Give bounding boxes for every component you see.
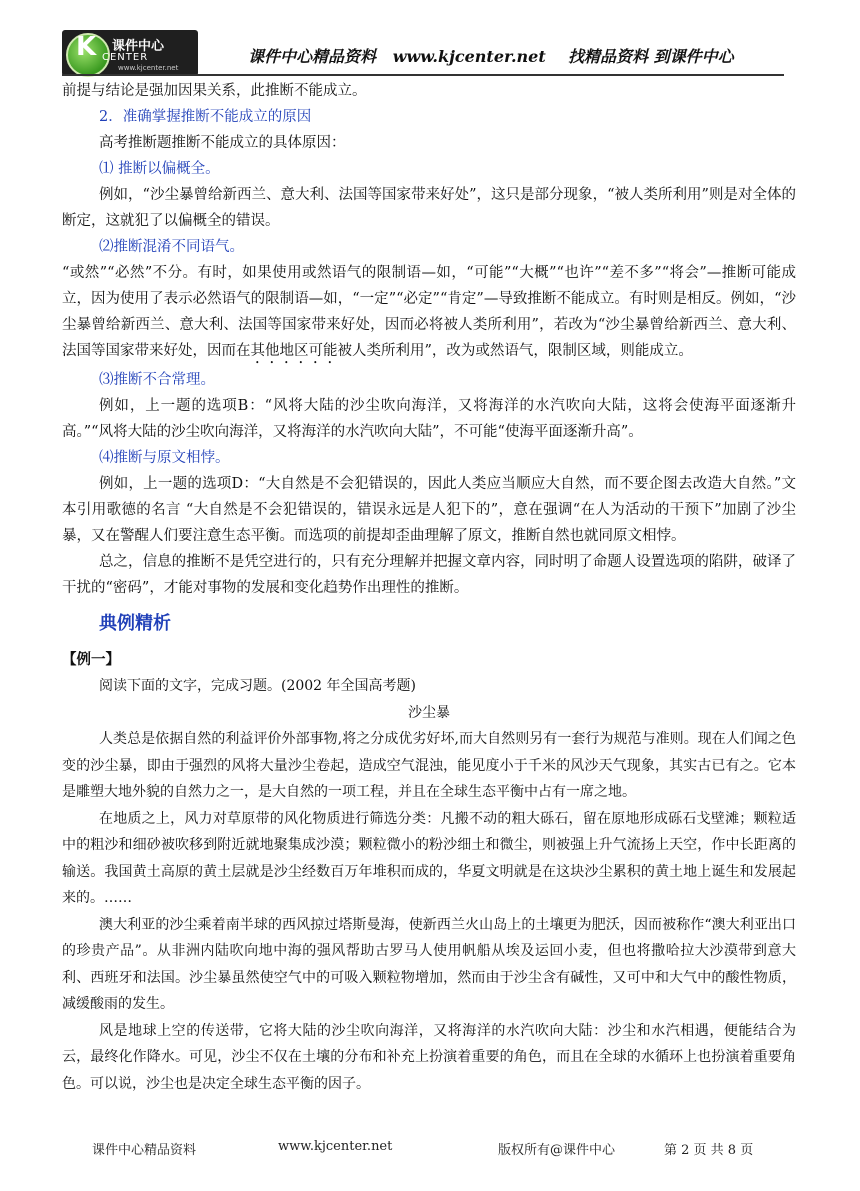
logo-name: 课件中心 — [112, 39, 165, 54]
article-paragraph-2: 在地质之上，风力对草原带的风化物质进行筛选分类：凡搬不动的粗大砾石，留在原地形成砾石戈壁滩；颗粒适中的粗沙和细砂被吹移到附近就地聚集成沙漠；颗粒微小的粉沙细土和微尘，则被强上升气流扬上天空，作中长距离的输送。我国黄土高原的黄土层就是沙尘经数百万年堆积而成的，华夏文明就是在这块沙尘累积的黄土地上诞生和发展起来的。…… — [62, 810, 796, 906]
logo-url: www.kjcenter.net — [118, 64, 179, 72]
header-slogan: 课件中心精品资料 www.kjcenter.net 找精品资料 到课件中心 — [248, 47, 734, 66]
document-body — [62, 78, 796, 1097]
example-label: 【例一】 — [62, 652, 120, 668]
page-header — [0, 0, 860, 82]
subheading-overgeneralize: ⑴ 推断以偏概全。 — [99, 161, 220, 177]
logo-k: K — [76, 32, 97, 62]
paragraph-intro: 前提与结论是强加因果关系，此推断不能成立。 — [62, 83, 367, 99]
paragraph-summary: 总之，信息的推断不是凭空进行的，只有充分理解并把握文章内容，同时明了命题人设置选项的陷阱，破译了干扰的“密码”，才能对事物的发展和变化趋势作出理性的推断。 — [62, 554, 796, 596]
subheading-contradiction: ⑷推断与原文相悖。 — [99, 450, 230, 466]
kjcenter-logo — [62, 30, 198, 76]
subheading-mood: ⑵推断混淆不同语气。 — [99, 239, 244, 255]
footer-copyright: 版权所有@课件中心 — [498, 1143, 616, 1158]
article-paragraph-4: 风是地球上空的传送带，它将大陆的沙尘吹向海洋，又将海洋的水汽吹向大陆：沙尘和水汽相遇，便能结合为云，最终化作降水。可见，沙尘不仅在土壤的分布和补充上扮演着重要的角色，而且在全球的水循环上也扮演着重要角色。可以说，沙尘也是决定全球生态平衡的因子。 — [62, 1022, 796, 1092]
emphasized-text: 其他地区可能 — [250, 343, 338, 359]
page-number: 第 2 页 共 8 页 — [664, 1143, 754, 1158]
example-instruction: 阅读下面的文字，完成习题。(2002 年全国高考题) — [99, 678, 417, 694]
article-paragraph-3: 澳大利亚的沙尘乘着南半球的西风掠过塔斯曼海，使新西兰火山岛上的土壤更为肥沃，因而被称作“澳大利亚出口的珍贵产品”。从非洲内陆吹向地中海的强风帮助古罗马人使用帆船从埃及运回小麦，但也将撒哈拉大沙漠带到意大利、西班牙和法国。沙尘暴虽然使空气中的可吸入颗粒物增加，然而由于沙尘含有碱性，又可中和大气中的酸性物质，减缓酸雨的发生。 — [62, 916, 796, 1012]
section-title: 典例精析 — [99, 613, 171, 634]
article-paragraph-1: 人类总是依据自然的利益评价外部事物,将之分成优劣好坏,而大自然则另有一套行为规范与准则。现在人们闻之色变的沙尘暴，即由于强烈的风将大量沙尘卷起，造成空气混浊，能见度小于千米的风沙天气现象，其实古已有之。它本是雕塑大地外貌的自然力之一，是大自然的一项工程，并且在全球生态平衡中占有一席之地。 — [62, 731, 796, 800]
paragraph-overgeneralize: 例如，“沙尘暴曾给新西兰、意大利、法国等国家带来好处”，这只是部分现象，“被人类所利用”则是对全体的断定，这就犯了以偏概全的错误。 — [62, 187, 796, 229]
subheading-common-sense: ⑶推断不合常理。 — [99, 372, 215, 388]
mood-text-a: “或然”“必然”不分。有时，如果使用或然语气的限制语—如，“可能”“大概”“也许”“差不多”“将会”—推断可能成立，因为使用了表示必然语气的限制语—如，“一定”“必定”“肯定”—导致推断不能成立。有时则是相反。例如，“沙尘暴曾给新西兰、意大利、法国等国家带来好处，因而必将被人类所利用”，若改为“沙尘暴曾给新西兰、意大利、法国等国家带来好处，因而在 — [62, 265, 796, 359]
example-article — [62, 673, 796, 1097]
article-title: 沙尘暴 — [408, 704, 450, 721]
paragraph-contradiction: 例如，上一题的选项D：“大自然是不会犯错误的，因此人类应当顺应大自然，而不要企图去改造大自然。”文本引用歌德的名言 “大自然是不会犯错误的，错误永远是人犯下的”，意在强调“在人为活动的干预下”加剧了沙尘暴，又在警醒人们要注意生态平衡。而选项的前提却歪曲理解了原文，推断自然也就同原文相悖。 — [62, 476, 796, 544]
footer-url: www.kjcenter.net — [278, 1139, 393, 1154]
logo-sub: CENTER — [102, 52, 149, 63]
paragraph-mood — [62, 260, 796, 367]
paragraph-common-sense: 例如，上一题的选项B：“风将大陆的沙尘吹向海洋，又将海洋的水汽吹向大陆，这将会使海平面逐渐升高。”“风将大陆的沙尘吹向海洋，又将海洋的水汽吹向大陆”，不可能“使海平面逐渐升高”。 — [62, 398, 796, 440]
mood-text-b: 被人类所利用”，改为或然语气，限制区域，则能成立。 — [337, 343, 693, 359]
header-divider — [62, 74, 784, 76]
paragraph-reasons-intro: 高考推断题推断不能成立的具体原因： — [99, 135, 346, 151]
subheading-reasons: 2．准确掌握推断不能成立的原因 — [99, 109, 312, 125]
footer-left: 课件中心精品资料 — [92, 1143, 197, 1158]
